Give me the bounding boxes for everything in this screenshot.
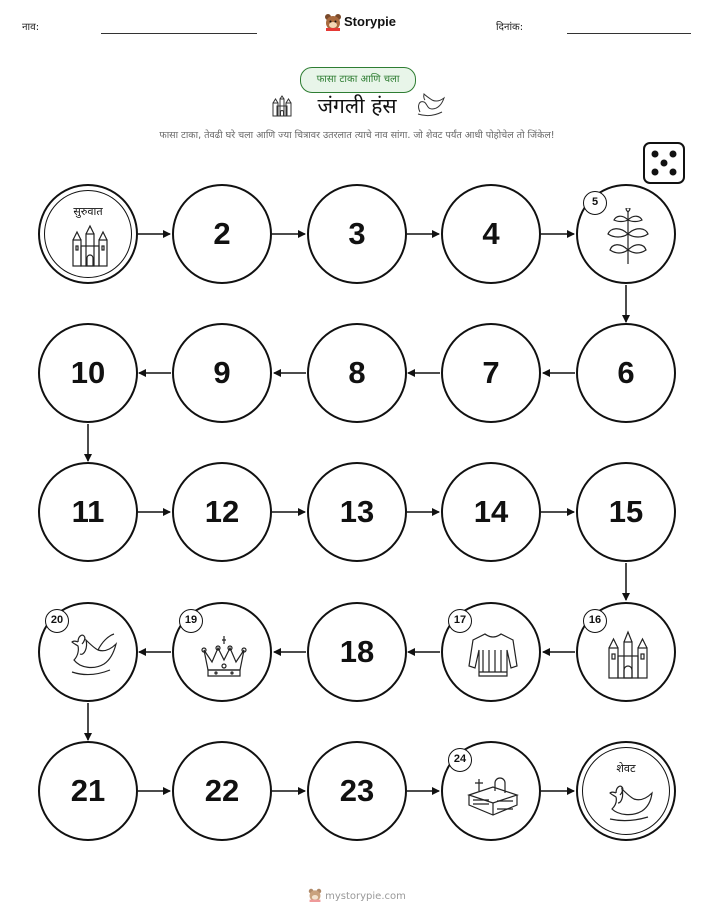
space-number: 22 (204, 773, 240, 808)
castle-icon (70, 224, 110, 272)
storypie-logo-icon (308, 888, 322, 905)
space-number: 15 (608, 494, 644, 529)
space-number: 6 (617, 355, 635, 390)
start-label: सुरुवात (73, 205, 103, 218)
space-number: 23 (339, 773, 375, 808)
space-number: 4 (482, 216, 500, 251)
space-3[interactable] (307, 184, 407, 284)
name-label: नाव: (22, 22, 40, 33)
space-8[interactable] (307, 323, 407, 423)
date-label: दिनांक: (496, 22, 524, 33)
swan-icon (602, 781, 654, 827)
space-number-badge: 5 (583, 191, 607, 215)
instructions: फासा टाका, तेवढी घरे चला आणि ज्या चित्रावर उतरलात त्याचे नाव सांगा. जो शेवट पर्यंत आधी पोहोचेल तो जिंकेल! (159, 130, 555, 141)
swan-icon (64, 630, 118, 682)
brand-name: Storypie (344, 14, 397, 29)
graveyard-icon (465, 773, 521, 821)
space-number: 7 (482, 355, 500, 390)
space-number: 12 (204, 494, 240, 529)
space-number: 9 (213, 355, 231, 390)
space-number: 8 (348, 355, 366, 390)
space-number: 3 (348, 216, 366, 251)
space-number: 14 (473, 494, 509, 529)
space-9[interactable] (172, 323, 272, 423)
space-number: 18 (339, 634, 375, 669)
space-4[interactable] (441, 184, 541, 284)
space-10[interactable] (38, 323, 138, 423)
space-22[interactable] (172, 741, 272, 841)
space-13[interactable] (307, 462, 407, 562)
footer-url[interactable]: mystorypie.com (325, 891, 406, 902)
space-end[interactable] (576, 741, 676, 841)
space-number: 13 (339, 494, 375, 529)
nettle-plant-icon (604, 208, 652, 270)
space-15[interactable] (576, 462, 676, 562)
game-type-badge: फासा टाका आणि चला (300, 67, 416, 93)
space-6[interactable] (576, 323, 676, 423)
space-number-badge: 19 (179, 609, 203, 633)
space-number-badge: 24 (448, 748, 472, 772)
space-number: 21 (70, 773, 106, 808)
space-11[interactable] (38, 462, 138, 562)
space-18[interactable] (307, 602, 407, 702)
footer (0, 888, 714, 905)
castle-icon (606, 630, 650, 684)
space-number: 10 (70, 355, 106, 390)
space-7[interactable] (441, 323, 541, 423)
space-number-badge: 20 (45, 609, 69, 633)
space-number: 2 (213, 216, 231, 251)
end-label: शेवट (616, 762, 636, 775)
space-number-badge: 17 (448, 609, 472, 633)
space-start[interactable] (38, 184, 138, 284)
space-2[interactable] (172, 184, 272, 284)
space-12[interactable] (172, 462, 272, 562)
space-number: 11 (71, 494, 105, 529)
space-23[interactable] (307, 741, 407, 841)
sweater-icon (467, 632, 519, 682)
space-14[interactable] (441, 462, 541, 562)
page-title: जंगली हंस (317, 94, 397, 118)
crown-icon (200, 634, 248, 682)
space-number-badge: 16 (583, 609, 607, 633)
space-21[interactable] (38, 741, 138, 841)
